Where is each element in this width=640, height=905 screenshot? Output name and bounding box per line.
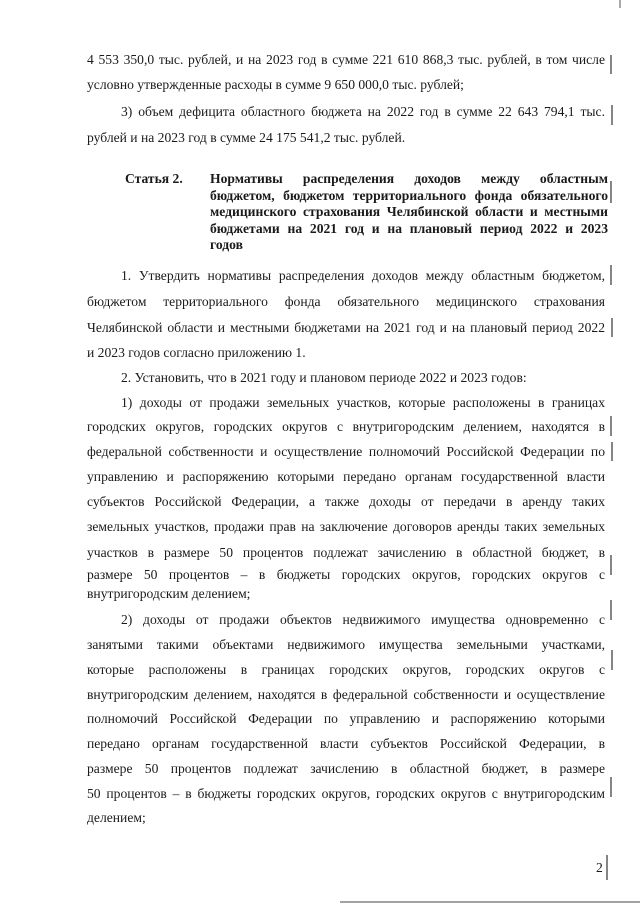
- body-line-6: 1) доходы от продажи земельных участков, которые расположены в границах: [121, 395, 605, 410]
- body-line-13: размере 50 процентов – в бюджеты городских округов, городских округов с: [87, 567, 605, 582]
- body-line-23: делением;: [87, 810, 146, 825]
- body-line-1: 1. Утвердить нормативы распределения доходов между областным бюджетом,: [121, 268, 605, 283]
- body-line-15: 2) доходы от продажи объектов недвижимого имущества одновременно с: [121, 612, 605, 627]
- body-line-8: федеральной собственности и осуществление полномочий Российской Федерации по: [87, 444, 605, 459]
- body-line-14: внутригородским делением;: [87, 586, 251, 601]
- body-line-10: субъектов Российской Федерации, а также доходы от передачи в аренду таких: [87, 494, 605, 509]
- body-line-19: полномочий Российской Федерации по управлению и распоряжению которыми: [87, 711, 605, 726]
- body-line-12: участков в размере 50 процентов подлежат зачислению в областной бюджет, в: [87, 545, 605, 560]
- body-line-20: передано органам государственной власти субъектов Российской Федерации, в: [87, 736, 605, 751]
- intro-line-3: 3) объем дефицита областного бюджета на 2022 год в сумме 22 643 794,1 тыс.: [121, 104, 605, 119]
- body-line-4: и 2023 годов согласно приложению 1.: [87, 345, 306, 360]
- article-title-line-5: годов: [210, 237, 243, 252]
- body-line-16: занятыми такими объектами недвижимого имущества земельными участками,: [87, 637, 605, 652]
- article-title-line-3: медицинского страхования Челябинской области и местными: [210, 204, 608, 219]
- page-number: 2: [596, 860, 603, 875]
- intro-line-2: условно утвержденные расходы в сумме 9 650 000,0 тыс. рублей;: [87, 77, 464, 92]
- body-line-17: которые расположены в границах городских округов, городских округов с: [87, 662, 605, 677]
- body-line-21: размере 50 процентов подлежат зачислению в областной бюджет, в размере: [87, 761, 605, 776]
- body-line-11: земельных участков, продажи прав на заключение договоров аренды таких земельных: [87, 519, 605, 534]
- article-label: Статья 2.: [125, 171, 183, 186]
- body-line-18: внутригородским делением, находятся в федеральной собственности и осуществление: [87, 687, 605, 702]
- article-title: [210, 171, 608, 254]
- body-line-5: 2. Установить, что в 2021 году и плановом периоде 2022 и 2023 годов:: [121, 370, 527, 385]
- body-line-9: управлению и распоряжению которыми передано органам государственной власти: [87, 469, 605, 484]
- article-title-line-1: Нормативы распределения доходов между областным: [210, 171, 608, 186]
- intro-line-4: рублей и на 2023 год в сумме 24 175 541,2 тыс. рублей.: [87, 130, 406, 145]
- article-title-line-2: бюджетом, бюджетом территориального фонда обязательного: [210, 187, 608, 203]
- article-title-line-4: бюджетами на 2021 год и на плановый период 2022 и 2023: [210, 220, 608, 236]
- body-line-7: городских округов, городских округов с внутригородским делением, находятся в: [87, 419, 605, 434]
- body-line-3: Челябинской области и местными бюджетами на 2021 год и на плановый период 2022: [87, 320, 605, 335]
- intro-line-1: 4 553 350,0 тыс. рублей, и на 2023 год в сумме 221 610 868,3 тыс. рублей, в том числе: [87, 52, 605, 67]
- body-line-22: 50 процентов – в бюджеты городских округов, городских округов с внутригородским: [87, 786, 605, 801]
- body-line-2: бюджетом территориального фонда обязательного медицинского страхования: [87, 294, 605, 309]
